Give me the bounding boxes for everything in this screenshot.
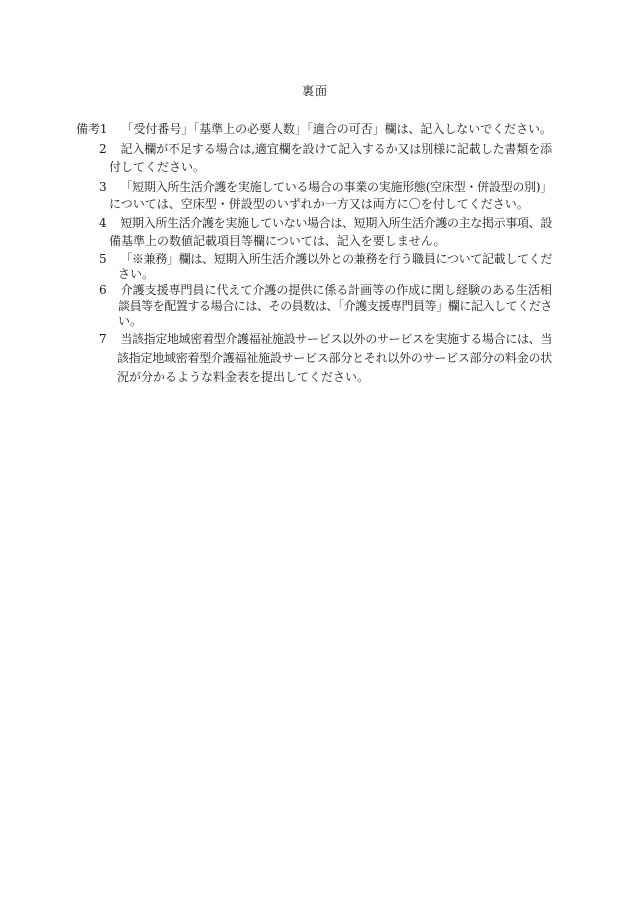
note-number: 2 [99, 142, 107, 156]
note-7-line-2: 該指定地域密着型介護福祉施設サービス部分とそれ以外のサービス部分の料金の状 [117, 351, 552, 365]
note-text: 介護支援専門員に代えて介護の提供に係る計画等の作成に関し経験のある生活相 [120, 283, 552, 297]
note-4-line-1 [99, 216, 552, 230]
note-2-line-2: 付してください。 [109, 160, 206, 174]
note-6-line-1 [99, 283, 552, 297]
note-text: 「受付番号」「基準上の必要人数」「適合の可否」欄は、記入しないでください。 [121, 122, 552, 136]
note-text: 記入欄が不足する場合は,適宜欄を設けて記入するか又は別様に記載した書類を添 [120, 142, 552, 156]
note-7-line-1 [99, 332, 552, 346]
note-5-line-1 [99, 252, 552, 266]
note-5-line-2: さい。 [118, 267, 155, 281]
note-number: 1 [99, 122, 108, 136]
note-2-line-1 [99, 142, 552, 156]
note-7-line-3: 況が分かるような料金表を提出してください。 [117, 370, 370, 384]
note-text: 「短期入所生活介護を実施している場合の事業の実施形態(空床型・併設型の別)」 [120, 180, 552, 194]
note-number: 4 [99, 216, 107, 230]
note-number: 7 [99, 332, 107, 346]
note-number: 3 [99, 180, 107, 194]
note-number: 6 [99, 283, 107, 297]
note-3-line-1 [99, 180, 552, 194]
note-text: 当該指定地域密着型介護福祉施設サービス以外のサービスを実施する場合には、当 [120, 332, 552, 346]
note-number: 5 [99, 252, 107, 266]
note-1-line-1 [76, 122, 552, 136]
note-3-line-2: については、空床型・併設型のいずれか一方又は両方に〇を付してください。 [109, 197, 529, 211]
note-4-line-2: 備基準上の数値記載項目等欄については、記入を要しません。 [109, 234, 446, 248]
note-6-line-2: 談員等を配置する場合には、その員数は、「介護支援専門員等」欄に記入してくださ [118, 299, 553, 313]
note-6-line-3: い。 [118, 314, 143, 328]
notes-label: 備考 [76, 122, 100, 136]
page-title: 裏面 [301, 84, 328, 98]
note-text: 「※兼務」欄は、短期入所生活介護以外との兼務を行う職員について記載してくだ [120, 252, 553, 266]
note-text: 短期入所生活介護を実施していない場合は、短期入所生活介護の主な掲示事項、設 [120, 216, 552, 230]
